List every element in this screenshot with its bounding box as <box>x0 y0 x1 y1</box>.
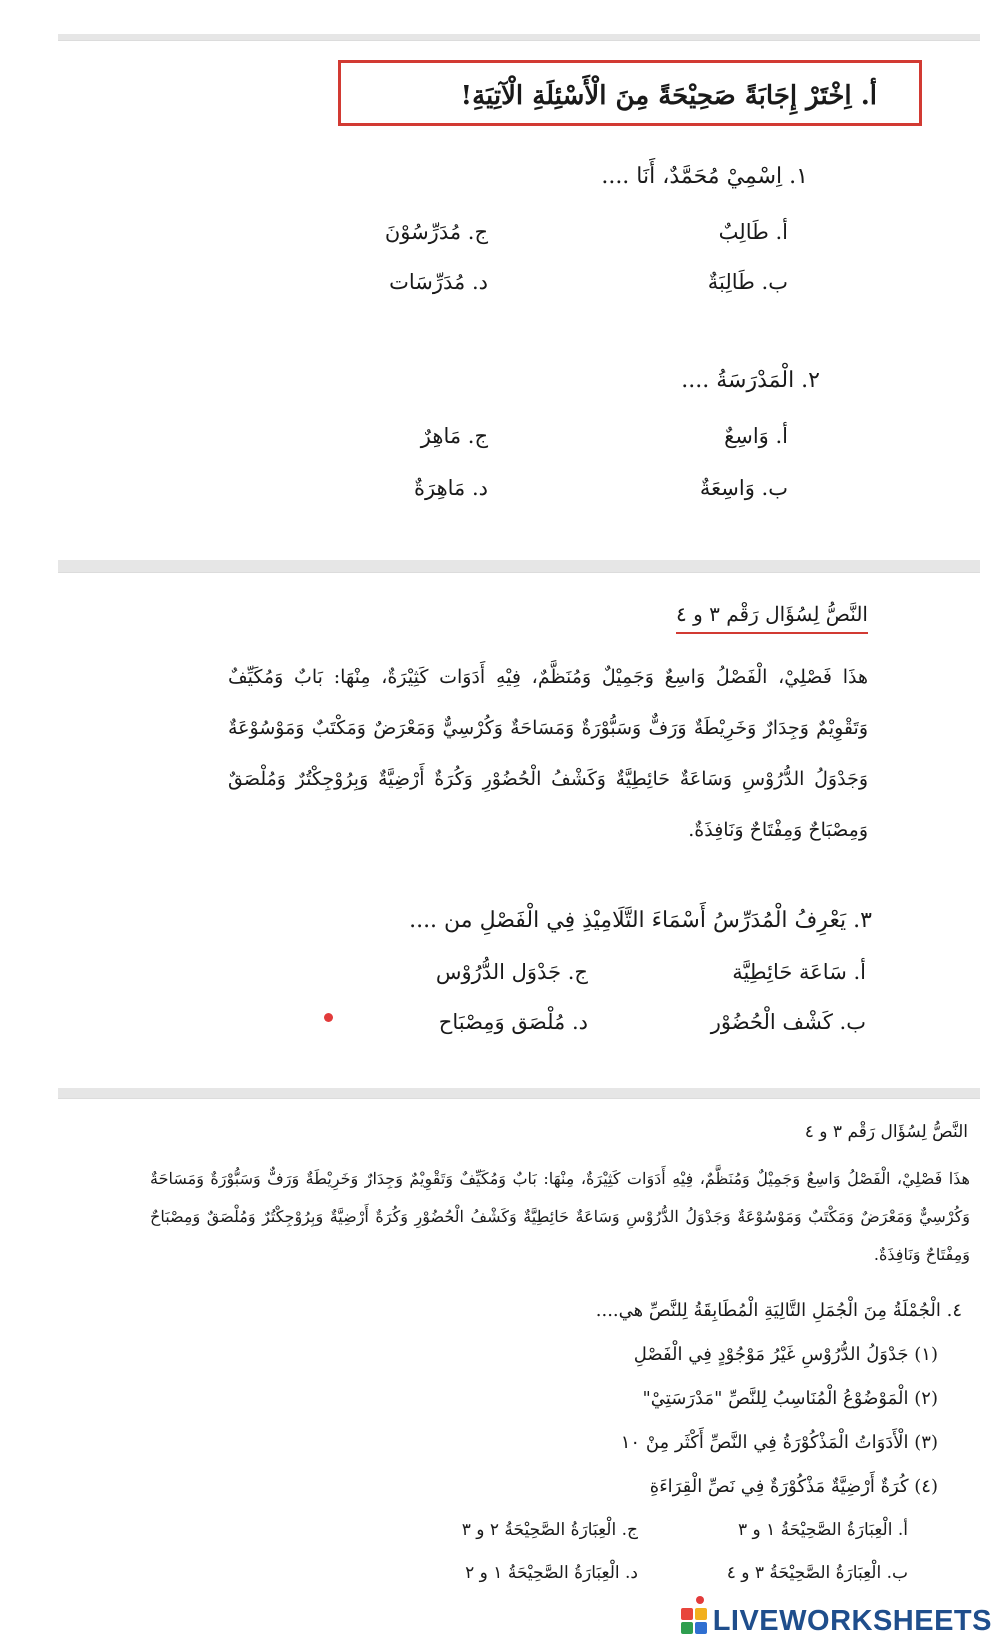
question-4-statement-1: (١) جَدْوَلُ الدُّرُوْسِ غَيْرُ مَوْجُوْدٍ فِي الْفَصْلِ <box>633 1344 938 1365</box>
question-3-option-c[interactable]: ج. جَدْوَل الدُّرُوْس <box>435 960 588 984</box>
question-2-option-b[interactable]: ب. وَاسِعَةٌ <box>699 476 788 500</box>
red-marker-dot <box>324 1013 333 1022</box>
question-4-statement-3: (٣) الْأَدَوَاتُ الْمَذْكُوْرَةُ فِي النَّصِّ أَكْثَر مِنْ ١٠ <box>620 1432 938 1453</box>
passage-heading <box>676 602 868 626</box>
question-3-option-b[interactable]: ب. كَشْف الْحُضُوْر <box>710 1010 866 1034</box>
logo-grid-icon <box>681 1608 707 1634</box>
question-3-option-d[interactable]: د. مُلْصَق وَمِصْبَاح <box>438 1010 588 1034</box>
question-4-statement-4: (٤) كُرَةٌ أَرْضِيَّةٌ مَذْكُوْرَةٌ فِي نَصِّ الْقِرَاءَةِ <box>649 1476 938 1497</box>
question-2-prompt: ٢. الْمَدْرَسَةُ .... <box>681 368 820 393</box>
red-marker-dot-2 <box>696 1596 704 1604</box>
top-divider <box>58 34 980 41</box>
question-1-option-d[interactable]: د. مُدَرِّسَات <box>389 270 488 294</box>
question-4-prompt: ٤. الْجُمْلَةُ مِنَ الْجُمَلِ التَّالِيَةِ الْمُطَابِقَةُ لِلنَّصِّ هي.... <box>595 1300 962 1321</box>
question-1-option-a[interactable]: أ. طَالِبٌ <box>718 220 788 244</box>
question-4-statement-2: (٢) الْمَوْضُوْعُ الْمُنَاسِبُ لِلنَّصِّ "مَدْرَسَتِيْ" <box>642 1388 938 1409</box>
section-divider <box>58 560 980 573</box>
question-3-prompt: ٣. يَعْرِفُ الْمُدَرِّسُ أَسْمَاءَ التَّلَامِيْذِ فِي الْفَصْلِ من .... <box>409 908 872 933</box>
question-3-option-a[interactable]: أ. سَاعَة حَائِطِيَّة <box>732 960 866 984</box>
instruction-text: أ. اِخْتَرْ إِجَابَةً صَحِيْحَةً مِنَ الْأَسْئِلَةِ الْآتِيَةِ! <box>460 81 877 111</box>
question-4-option-b[interactable]: ب. الْعِبَارَةُ الصَّحِيْحَةُ ٣ و ٤ <box>726 1563 908 1583</box>
section-divider-2 <box>58 1088 980 1099</box>
question-2-option-c[interactable]: ج. مَاهِرٌ <box>420 424 488 448</box>
instruction-box <box>338 60 922 126</box>
passage-text: هذَا فَصْلِيْ، الْفَصْلُ وَاسِعٌ وَجَمِيْلٌ وَمُنَظَّمٌ، فِيْهِ أَدَوَات كَثِيْرَةٌ، مِنْهَا: بَابٌ وَمُكَيِّفٌ وَتَقْوِيْمٌ وَجِدَارٌ وَخَرِيْطَةٌ وَرَفٌّ وَسَبُّوْرَةٌ وَمَسَاحَةٌ وَكُرْسِيٌّ وَمَعْرَضٌ وَمَكْتَبٌ وَمَوْسُوْعَةٌ وَجَدْوَلُ الدُّرُوْسِ وَسَاعَةٌ حَائِطِيَّةٌ وَكَشْفُ الْحُضُوْرِ وَكُرَةٌ أَرْضِيَّةٌ وَبِرُوْجِكْتُرٌ وَمُلْصَقٌ وَمِصْبَاحٌ وَمِفْتَاحٌ وَنَافِذَةٌ. <box>228 666 868 841</box>
question-4-option-a[interactable]: أ. الْعِبَارَةُ الصَّحِيْحَةُ ١ و ٣ <box>737 1520 908 1540</box>
passage-heading-text: النَّصُّ لِسُؤَال رَقْم ٣ و ٤ <box>676 602 868 634</box>
question-1-option-b[interactable]: ب. طَالِبَةٌ <box>707 270 788 294</box>
question-4-option-c[interactable]: ج. الْعِبَارَةُ الصَّحِيْحَةُ ٢ و ٣ <box>461 1520 638 1540</box>
question-1-option-c[interactable]: ج. مُدَرِّسُوْنَ <box>384 220 488 244</box>
passage-text-2: هذَا فَصْلِيْ، الْفَصْلُ وَاسِعٌ وَجَمِيْلٌ وَمُنَظَّمٌ، فِيْهِ أَدَوَات كَثِيْرَةٌ، مِنْهَا: بَابٌ وَمُكَيِّفٌ وَتَقْوِيْمٌ وَجِدَارٌ وَخَرِيْطَةٌ وَرَفٌّ وَسَبُّوْرَةٌ وَمَسَاحَةٌ وَكُرْسِيٌّ وَمَعْرَضٌ وَمَكْتَبٌ وَمَوْسُوْعَةٌ وَجَدْوَلُ الدُّرُوْسِ وَسَاعَةٌ حَائِطِيَّةٌ وَكَشْفُ الْحُضُوْرِ وَكُرَةٌ أَرْضِيَّةٌ وَبِرُوْجِكْتُرٌ وَمُلْصَقٌ وَمِصْبَاحٌ وَمِفْتَاحٌ وَنَافِذَةٌ. <box>150 1169 970 1264</box>
liveworksheets-logo <box>681 1604 992 1638</box>
question-1-prompt: ١. اِسْمِيْ مُحَمَّدٌ، أَنَا .... <box>601 164 808 189</box>
logo-text: LIVEWORKSHEETS <box>712 1604 992 1637</box>
question-2-option-d[interactable]: د. مَاهِرَةٌ <box>413 476 488 500</box>
question-2-option-a[interactable]: أ. وَاسِعٌ <box>724 424 788 448</box>
question-4-option-d[interactable]: د. الْعِبَارَةُ الصَّحِيْحَةُ ١ و ٢ <box>465 1563 638 1583</box>
passage-heading-2: النَّصُّ لِسُؤَال رَقْم ٣ و ٤ <box>804 1122 968 1142</box>
